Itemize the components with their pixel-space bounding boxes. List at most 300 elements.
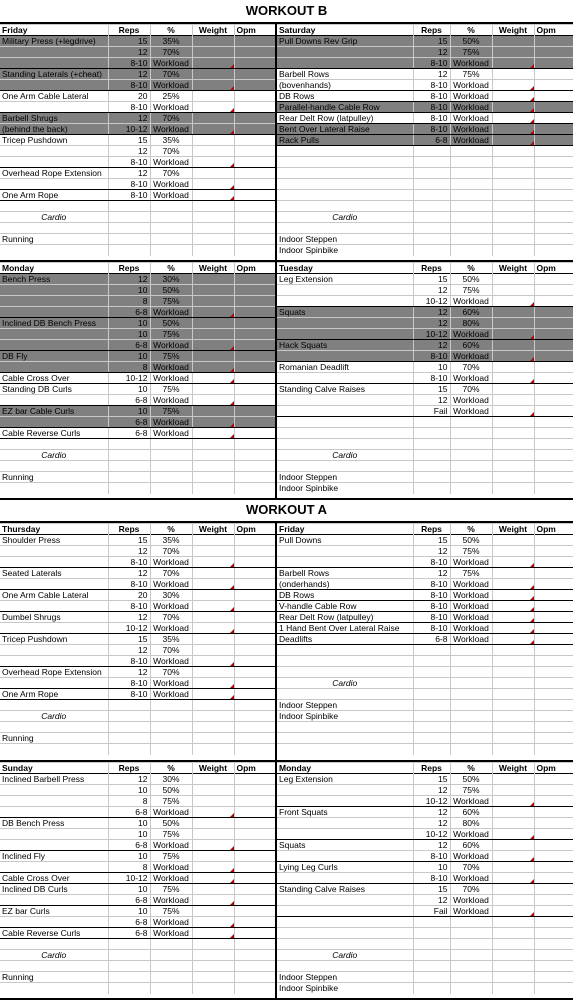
weight-cell bbox=[492, 91, 534, 102]
exercise-row bbox=[0, 700, 275, 711]
reps-cell: 12 bbox=[108, 47, 150, 58]
cardio-row bbox=[0, 950, 275, 961]
opm-cell bbox=[534, 245, 573, 256]
percent-cell bbox=[450, 146, 492, 157]
reps-cell: 8-10 bbox=[108, 58, 150, 69]
divider bbox=[275, 22, 277, 499]
reps-cell: 10-12 bbox=[413, 329, 450, 340]
exercise-name: Indoor Spinbike bbox=[277, 983, 413, 994]
percent-cell: 50% bbox=[450, 774, 492, 785]
exercise-name: Indoor Spinbike bbox=[277, 245, 413, 256]
exercise-name: (bovenhands) bbox=[277, 80, 413, 91]
weight-cell bbox=[192, 557, 234, 568]
opm-cell bbox=[234, 285, 275, 296]
percent-cell bbox=[450, 744, 492, 755]
reps-cell: 8-10 bbox=[413, 113, 450, 124]
weight-cell bbox=[192, 546, 234, 557]
opm-cell bbox=[534, 461, 573, 472]
weight-cell bbox=[492, 168, 534, 179]
reps-cell: 12 bbox=[108, 69, 150, 80]
exercise-name bbox=[277, 201, 413, 212]
exercise-row bbox=[0, 285, 275, 296]
reps-cell bbox=[413, 472, 450, 483]
opm-cell bbox=[234, 69, 275, 80]
weight-cell bbox=[192, 950, 234, 961]
exercise-row bbox=[0, 102, 275, 113]
exercise-row bbox=[277, 917, 573, 928]
opm-cell bbox=[534, 796, 573, 807]
opm-cell bbox=[234, 329, 275, 340]
percent-cell bbox=[150, 223, 192, 234]
reps-cell: 8 bbox=[108, 362, 150, 373]
exercise-name bbox=[0, 700, 108, 711]
reps-cell bbox=[108, 483, 150, 494]
weight-cell bbox=[192, 428, 234, 439]
exercise-row bbox=[0, 744, 275, 755]
opm-cell bbox=[234, 862, 275, 873]
opm-cell bbox=[234, 146, 275, 157]
exercise-name: Indoor Steppen bbox=[277, 972, 413, 983]
opm-cell bbox=[534, 223, 573, 234]
exercise-row bbox=[277, 840, 573, 851]
exercise-row bbox=[0, 80, 275, 91]
exercise-name bbox=[277, 285, 413, 296]
weight-cell bbox=[192, 362, 234, 373]
weight-cell bbox=[192, 461, 234, 472]
opm-cell bbox=[234, 450, 275, 461]
exercise-name: Barbell Rows bbox=[277, 69, 413, 80]
exercise-name bbox=[0, 807, 108, 818]
exercise-name: Standing Laterals (+cheat) bbox=[0, 69, 108, 80]
weight-cell bbox=[492, 428, 534, 439]
opm-cell bbox=[534, 667, 573, 678]
exercise-name bbox=[277, 351, 413, 362]
opm-cell bbox=[534, 483, 573, 494]
reps-cell: 8-10 bbox=[108, 656, 150, 667]
exercise-name: Bench Press bbox=[0, 274, 108, 285]
weight-cell bbox=[492, 274, 534, 285]
opm-cell bbox=[234, 796, 275, 807]
weight-cell bbox=[192, 645, 234, 656]
day-block-b-monday bbox=[0, 262, 275, 494]
cardio-label: Cardio bbox=[277, 212, 413, 223]
opm-cell bbox=[534, 91, 573, 102]
reps-cell: 10 bbox=[413, 862, 450, 873]
exercise-row bbox=[277, 329, 573, 340]
weight-cell bbox=[192, 373, 234, 384]
opm-cell bbox=[534, 417, 573, 428]
weight-cell bbox=[492, 612, 534, 623]
weight-cell bbox=[492, 113, 534, 124]
exercise-name bbox=[0, 296, 108, 307]
exercise-row bbox=[277, 785, 573, 796]
weight-cell bbox=[492, 406, 534, 417]
opm-cell bbox=[534, 201, 573, 212]
percent-cell: Workload bbox=[450, 102, 492, 113]
weight-cell bbox=[492, 807, 534, 818]
opm-cell bbox=[234, 546, 275, 557]
reps-cell: 12 bbox=[108, 113, 150, 124]
percent-cell: Workload bbox=[150, 601, 192, 612]
weight-cell bbox=[192, 168, 234, 179]
exercise-row bbox=[0, 928, 275, 939]
weight-cell bbox=[492, 689, 534, 700]
exercise-row bbox=[0, 146, 275, 157]
opm-cell bbox=[534, 472, 573, 483]
percent-cell: 75% bbox=[150, 296, 192, 307]
percent-cell: Workload bbox=[150, 157, 192, 168]
opm-cell bbox=[234, 568, 275, 579]
opm-cell bbox=[234, 851, 275, 862]
exercise-row bbox=[0, 318, 275, 329]
percent-cell: Workload bbox=[450, 612, 492, 623]
weight-cell bbox=[192, 733, 234, 744]
weight-cell bbox=[192, 851, 234, 862]
weight-header: Weight bbox=[492, 25, 534, 36]
percent-cell bbox=[450, 928, 492, 939]
reps-cell bbox=[413, 983, 450, 994]
exercise-name: DB Rows bbox=[277, 91, 413, 102]
percent-cell bbox=[150, 744, 192, 755]
exercise-row bbox=[0, 58, 275, 69]
weight-cell bbox=[492, 722, 534, 733]
exercise-name bbox=[277, 917, 413, 928]
reps-cell: 10 bbox=[108, 406, 150, 417]
weight-cell bbox=[492, 645, 534, 656]
reps-cell: 10 bbox=[108, 329, 150, 340]
exercise-row bbox=[277, 428, 573, 439]
reps-cell: 10 bbox=[413, 362, 450, 373]
percent-cell bbox=[150, 722, 192, 733]
opm-cell bbox=[234, 601, 275, 612]
percent-cell: 70% bbox=[150, 645, 192, 656]
percent-cell bbox=[450, 667, 492, 678]
opm-cell bbox=[534, 972, 573, 983]
reps-cell: 8-10 bbox=[108, 579, 150, 590]
weight-cell bbox=[192, 472, 234, 483]
section-title-workout-a: WORKOUT A bbox=[245, 502, 328, 517]
weight-cell bbox=[492, 417, 534, 428]
reps-cell bbox=[413, 168, 450, 179]
percent-cell: 35% bbox=[150, 135, 192, 146]
weight-cell bbox=[192, 91, 234, 102]
weight-cell bbox=[192, 862, 234, 873]
reps-cell: 6-8 bbox=[108, 807, 150, 818]
exercise-name bbox=[277, 47, 413, 58]
percent-cell: 35% bbox=[150, 36, 192, 47]
reps-cell bbox=[413, 179, 450, 190]
weight-cell bbox=[192, 179, 234, 190]
weight-cell bbox=[492, 124, 534, 135]
weight-cell bbox=[492, 851, 534, 862]
reps-cell: 12 bbox=[413, 840, 450, 851]
reps-cell: 12 bbox=[413, 785, 450, 796]
reps-cell: 15 bbox=[413, 535, 450, 546]
exercise-name: Overhead Rope Extension bbox=[0, 168, 108, 179]
opm-cell bbox=[234, 829, 275, 840]
weight-cell bbox=[492, 102, 534, 113]
opm-cell bbox=[534, 179, 573, 190]
opm-header: Opm bbox=[534, 763, 573, 774]
weight-cell bbox=[492, 906, 534, 917]
exercise-name: Inclined DB Bench Press bbox=[0, 318, 108, 329]
percent-cell: Workload bbox=[450, 395, 492, 406]
exercise-row bbox=[0, 774, 275, 785]
reps-cell bbox=[108, 439, 150, 450]
exercise-row bbox=[277, 884, 573, 895]
opm-cell bbox=[534, 733, 573, 744]
opm-cell bbox=[234, 667, 275, 678]
opm-cell bbox=[534, 700, 573, 711]
percent-cell: 70% bbox=[150, 612, 192, 623]
opm-cell bbox=[234, 733, 275, 744]
reps-cell: 6-8 bbox=[108, 307, 150, 318]
percent-cell bbox=[450, 417, 492, 428]
weight-cell bbox=[192, 296, 234, 307]
percent-cell bbox=[450, 223, 492, 234]
reps-cell: 6-8 bbox=[108, 428, 150, 439]
cardio-row bbox=[277, 450, 573, 461]
opm-cell bbox=[234, 168, 275, 179]
exercise-name bbox=[0, 58, 108, 69]
opm-cell bbox=[234, 274, 275, 285]
percent-header: % bbox=[450, 763, 492, 774]
exercise-name: (behind the back) bbox=[0, 124, 108, 135]
exercise-row bbox=[277, 634, 573, 645]
opm-cell bbox=[534, 884, 573, 895]
opm-cell bbox=[234, 472, 275, 483]
percent-cell: 70% bbox=[150, 168, 192, 179]
exercise-name: Running bbox=[0, 733, 108, 744]
weight-cell bbox=[192, 590, 234, 601]
exercise-name bbox=[277, 785, 413, 796]
opm-cell bbox=[534, 851, 573, 862]
percent-cell: 35% bbox=[150, 535, 192, 546]
percent-cell bbox=[450, 450, 492, 461]
percent-cell: 70% bbox=[150, 146, 192, 157]
day-block-b-saturday bbox=[277, 24, 573, 256]
exercise-row bbox=[277, 656, 573, 667]
exercise-name: Indoor Spinbike bbox=[277, 483, 413, 494]
reps-cell: 8 bbox=[108, 296, 150, 307]
percent-cell: 60% bbox=[450, 340, 492, 351]
opm-cell bbox=[534, 906, 573, 917]
opm-cell bbox=[534, 601, 573, 612]
opm-cell bbox=[234, 906, 275, 917]
weight-cell bbox=[192, 711, 234, 722]
exercise-name bbox=[277, 296, 413, 307]
weight-cell bbox=[492, 972, 534, 983]
reps-header: Reps bbox=[413, 763, 450, 774]
exercise-row bbox=[0, 179, 275, 190]
exercise-row bbox=[0, 906, 275, 917]
exercise-row bbox=[277, 645, 573, 656]
exercise-name bbox=[0, 939, 108, 950]
opm-cell bbox=[534, 395, 573, 406]
section-title-workout-b: WORKOUT B bbox=[245, 3, 328, 18]
percent-cell: 75% bbox=[450, 285, 492, 296]
opm-cell bbox=[234, 91, 275, 102]
reps-cell bbox=[108, 983, 150, 994]
percent-cell: 75% bbox=[150, 829, 192, 840]
percent-cell bbox=[450, 190, 492, 201]
percent-cell: Workload bbox=[450, 895, 492, 906]
reps-cell: 12 bbox=[413, 807, 450, 818]
percent-cell: 50% bbox=[450, 274, 492, 285]
percent-cell: Workload bbox=[150, 179, 192, 190]
weight-cell bbox=[192, 873, 234, 884]
percent-cell: Workload bbox=[150, 58, 192, 69]
reps-cell bbox=[413, 744, 450, 755]
reps-cell: 10-12 bbox=[413, 796, 450, 807]
weight-cell bbox=[192, 601, 234, 612]
reps-cell bbox=[413, 483, 450, 494]
exercise-name bbox=[0, 417, 108, 428]
reps-header: Reps bbox=[413, 25, 450, 36]
percent-cell: 70% bbox=[150, 113, 192, 124]
exercise-row bbox=[0, 69, 275, 80]
exercise-row bbox=[0, 472, 275, 483]
day-title: Tuesday bbox=[277, 263, 413, 274]
exercise-row bbox=[0, 807, 275, 818]
exercise-row bbox=[277, 69, 573, 80]
exercise-name: EZ bar Cable Curls bbox=[0, 406, 108, 417]
opm-cell bbox=[234, 656, 275, 667]
exercise-name: Running bbox=[0, 972, 108, 983]
weight-cell bbox=[492, 146, 534, 157]
opm-cell bbox=[534, 535, 573, 546]
day-block-b-friday bbox=[0, 24, 275, 256]
exercise-name bbox=[277, 318, 413, 329]
reps-cell bbox=[108, 700, 150, 711]
reps-header: Reps bbox=[108, 524, 150, 535]
percent-cell: 30% bbox=[150, 590, 192, 601]
exercise-row bbox=[0, 384, 275, 395]
percent-cell: Workload bbox=[150, 417, 192, 428]
opm-cell bbox=[534, 590, 573, 601]
exercise-row bbox=[277, 667, 573, 678]
reps-cell bbox=[108, 472, 150, 483]
weight-cell bbox=[492, 212, 534, 223]
reps-cell: 8-10 bbox=[108, 689, 150, 700]
reps-cell bbox=[108, 450, 150, 461]
exercise-row bbox=[0, 439, 275, 450]
percent-cell: Workload bbox=[450, 58, 492, 69]
weight-cell bbox=[192, 917, 234, 928]
reps-cell: 12 bbox=[108, 168, 150, 179]
percent-cell bbox=[150, 483, 192, 494]
exercise-row bbox=[277, 568, 573, 579]
percent-cell: 80% bbox=[450, 818, 492, 829]
weight-cell bbox=[192, 818, 234, 829]
percent-cell: 70% bbox=[150, 546, 192, 557]
opm-cell bbox=[234, 678, 275, 689]
exercise-row bbox=[277, 245, 573, 256]
exercise-row bbox=[0, 395, 275, 406]
opm-cell bbox=[534, 807, 573, 818]
opm-cell bbox=[234, 722, 275, 733]
exercise-row bbox=[0, 406, 275, 417]
percent-cell: Workload bbox=[150, 362, 192, 373]
percent-cell bbox=[450, 983, 492, 994]
weight-cell bbox=[192, 102, 234, 113]
reps-cell bbox=[413, 450, 450, 461]
weight-cell bbox=[192, 568, 234, 579]
reps-cell: 8-10 bbox=[108, 557, 150, 568]
weight-cell bbox=[492, 785, 534, 796]
reps-cell bbox=[413, 245, 450, 256]
reps-cell: 8-10 bbox=[108, 190, 150, 201]
opm-cell bbox=[534, 546, 573, 557]
weight-cell bbox=[492, 711, 534, 722]
exercise-name bbox=[277, 223, 413, 234]
exercise-name: One Arm Cable Lateral bbox=[0, 590, 108, 601]
exercise-name: Dumbel Shrugs bbox=[0, 612, 108, 623]
weight-cell bbox=[192, 124, 234, 135]
opm-cell bbox=[234, 351, 275, 362]
cardio-label: Cardio bbox=[277, 950, 413, 961]
percent-cell: Workload bbox=[150, 807, 192, 818]
exercise-row bbox=[277, 406, 573, 417]
opm-cell bbox=[534, 950, 573, 961]
exercise-name bbox=[0, 656, 108, 667]
reps-cell: 10 bbox=[108, 829, 150, 840]
opm-cell bbox=[534, 928, 573, 939]
weight-cell bbox=[192, 612, 234, 623]
opm-cell bbox=[234, 223, 275, 234]
exercise-row bbox=[0, 840, 275, 851]
weight-cell bbox=[192, 939, 234, 950]
reps-cell bbox=[413, 234, 450, 245]
weight-cell bbox=[192, 212, 234, 223]
reps-cell bbox=[413, 146, 450, 157]
exercise-name: Front Squats bbox=[277, 807, 413, 818]
exercise-name: Pull Downs bbox=[277, 535, 413, 546]
exercise-row bbox=[277, 201, 573, 212]
weight-cell bbox=[492, 472, 534, 483]
exercise-row bbox=[277, 807, 573, 818]
weight-cell bbox=[492, 285, 534, 296]
opm-cell bbox=[234, 190, 275, 201]
weight-cell bbox=[192, 840, 234, 851]
reps-cell: 15 bbox=[413, 384, 450, 395]
weight-cell bbox=[492, 862, 534, 873]
reps-cell: 15 bbox=[108, 36, 150, 47]
exercise-name bbox=[277, 417, 413, 428]
opm-cell bbox=[534, 146, 573, 157]
reps-cell: 10-12 bbox=[108, 373, 150, 384]
percent-cell: 70% bbox=[450, 884, 492, 895]
exercise-row bbox=[277, 590, 573, 601]
exercise-name bbox=[0, 146, 108, 157]
reps-cell bbox=[108, 223, 150, 234]
percent-cell bbox=[450, 472, 492, 483]
percent-cell bbox=[450, 972, 492, 983]
weight-cell bbox=[192, 157, 234, 168]
exercise-name bbox=[0, 461, 108, 472]
percent-cell: 75% bbox=[150, 906, 192, 917]
exercise-row bbox=[277, 928, 573, 939]
reps-cell: 12 bbox=[108, 146, 150, 157]
exercise-row bbox=[0, 851, 275, 862]
percent-cell: Workload bbox=[150, 428, 192, 439]
opm-cell bbox=[534, 318, 573, 329]
reps-cell: 12 bbox=[108, 645, 150, 656]
opm-cell bbox=[234, 590, 275, 601]
percent-cell: Workload bbox=[150, 373, 192, 384]
opm-cell bbox=[234, 461, 275, 472]
reps-cell bbox=[413, 461, 450, 472]
